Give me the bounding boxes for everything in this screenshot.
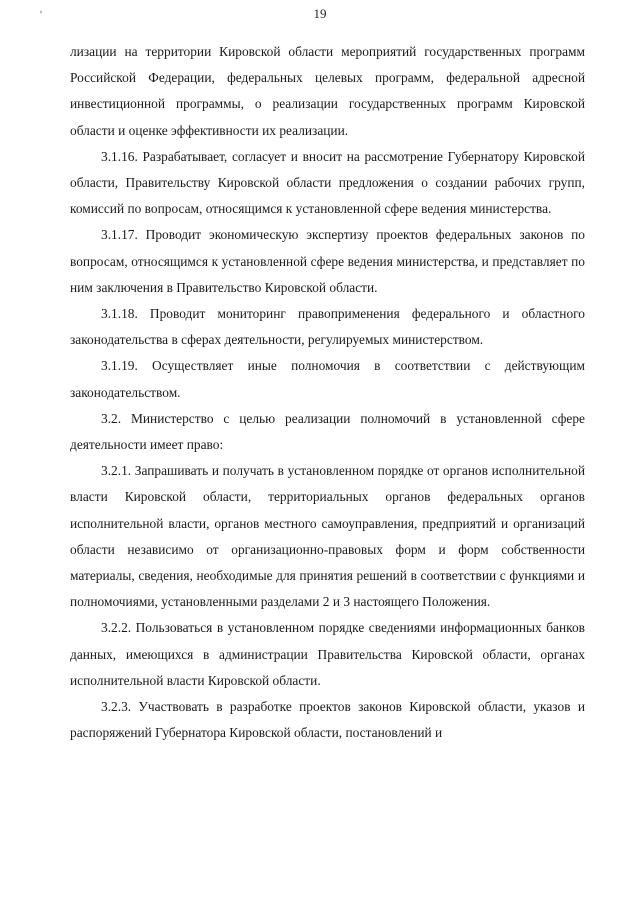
paragraph-continuation: лизации на территории Кировской области мероприятий государственных программ Российской Федерации, федеральных целевых программ, федеральной адресной инвестиционной программы, о реализации государственных программ Кировской области и оценке эффективности их реализации.: [70, 44, 585, 138]
document-body: [70, 39, 585, 746]
page-number: 19: [313, 6, 327, 21]
paragraph-3-1-17: 3.1.17. Проводит экономическую экспертизу проектов федеральных законов по вопросам, относящимся к установленной сфере ведения министерства, и представляет по ним заключения в Правительство Кировской области.: [70, 227, 585, 295]
paragraph-3-2: 3.2. Министерство с целью реализации полномочий в установленной сфере деятельности имеет право:: [70, 410, 585, 453]
paragraph-3-1-18: 3.1.18. Проводит мониторинг правоприменения федерального и областного законодательства в сферах деятельности, регулируемых министерством.: [70, 306, 585, 348]
paragraph-3-1-16: 3.1.16. Разрабатывает, согласует и вносит на рассмотрение Губернатору Кировской области, Правительству Кировской области предложения о создании рабочих групп, комиссий по вопросам, относящимся к установленной сфере ведения министерства.: [70, 148, 585, 217]
paragraph-3-1-19: 3.1.19. Осуществляет иные полномочия в соответствии с действующим законодательством.: [70, 358, 585, 400]
scan-mark: ': [40, 9, 42, 21]
paragraph-3-2-2: 3.2.2. Пользоваться в установленном порядке сведениями информационных банков данных, имеющихся в администрации Правительства Кировской области, органах исполнительной власти Кировской области.: [70, 620, 585, 688]
paragraph-3-2-3: 3.2.3. Участвовать в разработке проектов законов Кировской области, указов и распоряжений Губернатора Кировской области, постановлений и: [70, 699, 585, 741]
paragraph-3-2-1: 3.2.1. Запрашивать и получать в установленном порядке от органов исполнительной власти Кировской области, территориальных органов федеральных органов исполнительной власти, органов местного самоуправления, предприятий и организаций области независимо от организационно-правовых форм и форм собственности материалы, сведения, необходимые для принятия решений в соответствии с функциями и полномочиями, установленными разделами 2 и 3 настоящего Положения.: [70, 463, 585, 610]
